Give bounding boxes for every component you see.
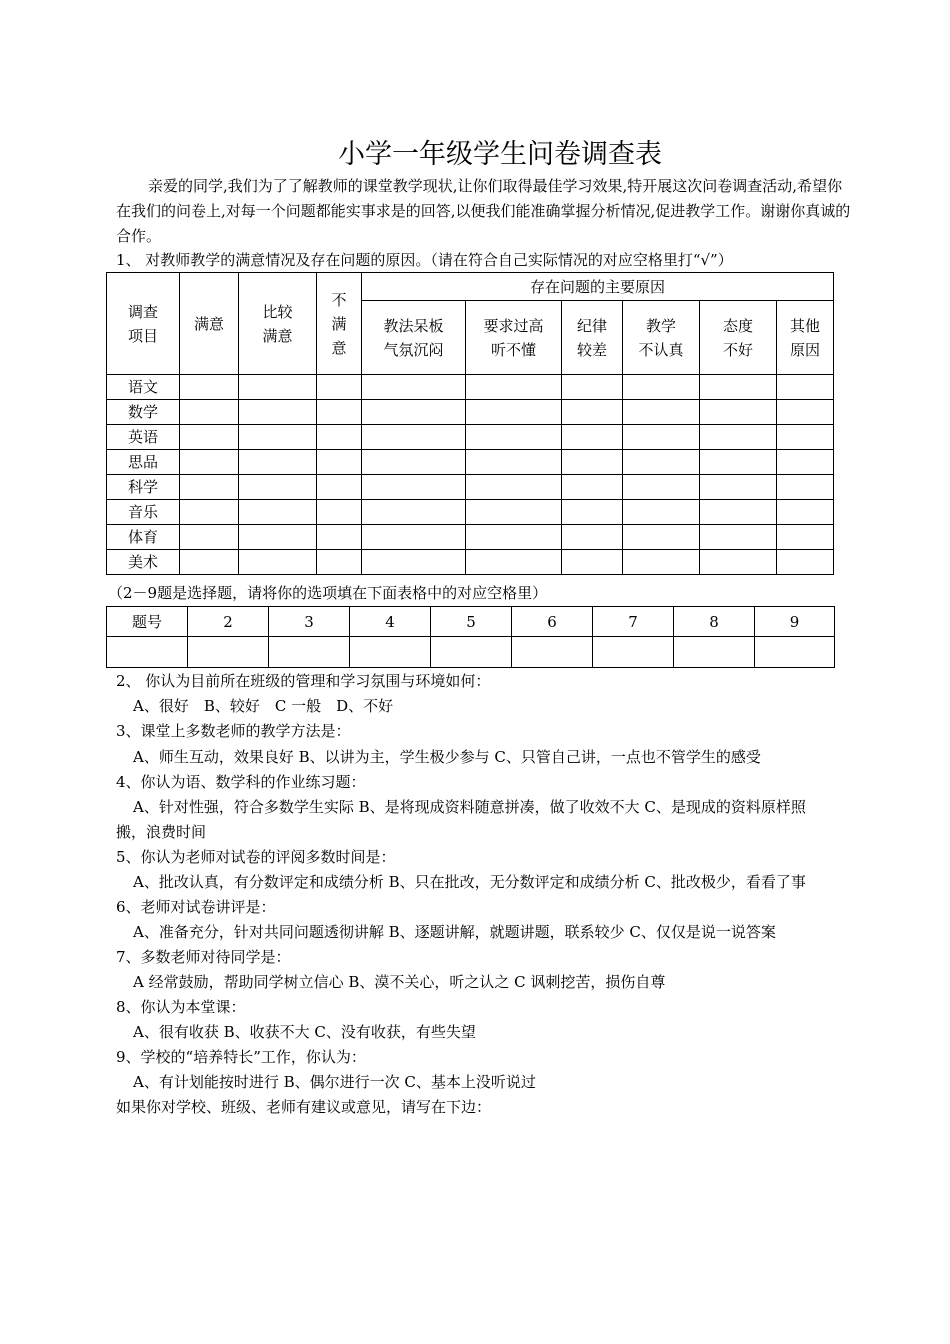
answer-input-row bbox=[107, 637, 835, 668]
check-cell[interactable] bbox=[466, 525, 562, 550]
check-cell[interactable] bbox=[700, 525, 777, 550]
answer-cell[interactable] bbox=[674, 637, 755, 668]
table-row bbox=[107, 525, 834, 550]
check-cell[interactable] bbox=[362, 450, 466, 475]
check-cell[interactable] bbox=[562, 500, 623, 525]
question-9-text: 9、学校的“培养特长”工作，你认为： bbox=[116, 1048, 366, 1066]
question-number: 4 bbox=[350, 607, 431, 637]
check-cell[interactable] bbox=[777, 550, 834, 575]
check-cell[interactable] bbox=[777, 475, 834, 500]
check-cell[interactable] bbox=[466, 375, 562, 400]
check-cell[interactable] bbox=[700, 400, 777, 425]
check-cell[interactable] bbox=[466, 425, 562, 450]
header-unsatisfied: 不 满 意 bbox=[317, 273, 362, 375]
check-cell[interactable] bbox=[562, 425, 623, 450]
check-cell[interactable] bbox=[180, 425, 239, 450]
check-cell[interactable] bbox=[180, 500, 239, 525]
question-4-options-line2: 搬，浪费时间 bbox=[116, 823, 207, 841]
subject-label: 音乐 bbox=[107, 500, 180, 525]
document-title: 小学一年级学生问卷调查表 bbox=[338, 139, 662, 170]
check-cell[interactable] bbox=[239, 375, 317, 400]
check-cell[interactable] bbox=[700, 425, 777, 450]
check-cell[interactable] bbox=[317, 500, 362, 525]
question-5-text: 5、你认为老师对试卷的评阅多数时间是： bbox=[116, 848, 396, 866]
question-3-options: A、师生互动，效果良好 B、以讲为主，学生极少参与 C、只管自己讲，一点也不管学生的感受 bbox=[133, 748, 761, 766]
header-reason-too-demanding: 要求过高 听不懂 bbox=[466, 301, 562, 375]
check-cell[interactable] bbox=[562, 450, 623, 475]
subject-label: 体育 bbox=[107, 525, 180, 550]
table-row bbox=[107, 475, 834, 500]
check-cell[interactable] bbox=[180, 550, 239, 575]
check-cell[interactable] bbox=[562, 375, 623, 400]
closing-prompt: 如果你对学校、班级、老师有建议或意见，请写在下边： bbox=[116, 1098, 492, 1116]
subject-label: 数学 bbox=[107, 400, 180, 425]
table-row bbox=[107, 375, 834, 400]
question-number: 2 bbox=[188, 607, 269, 637]
answer-cell[interactable] bbox=[512, 637, 593, 668]
check-cell[interactable] bbox=[562, 400, 623, 425]
header-reason-careless-teaching: 教学 不认真 bbox=[623, 301, 700, 375]
question-number: 8 bbox=[674, 607, 755, 637]
answer-cell[interactable] bbox=[269, 637, 350, 668]
satisfaction-table bbox=[106, 272, 834, 575]
check-cell[interactable] bbox=[180, 450, 239, 475]
answer-cell[interactable] bbox=[431, 637, 512, 668]
check-cell[interactable] bbox=[317, 550, 362, 575]
question-7-text: 7、多数老师对待同学是： bbox=[116, 948, 291, 966]
check-cell[interactable] bbox=[700, 500, 777, 525]
check-cell[interactable] bbox=[562, 475, 623, 500]
check-cell[interactable] bbox=[239, 550, 317, 575]
check-cell[interactable] bbox=[466, 400, 562, 425]
check-cell[interactable] bbox=[180, 525, 239, 550]
question-9-options: A、有计划能按时进行 B、偶尔进行一次 C、基本上没听说过 bbox=[133, 1073, 536, 1091]
header-reason-rigid-method: 教法呆板 气氛沉闷 bbox=[362, 301, 466, 375]
check-cell[interactable] bbox=[362, 400, 466, 425]
check-cell[interactable] bbox=[239, 400, 317, 425]
check-cell[interactable] bbox=[180, 475, 239, 500]
question-number: 6 bbox=[512, 607, 593, 637]
table-row bbox=[107, 450, 834, 475]
check-cell[interactable] bbox=[623, 500, 700, 525]
check-cell[interactable] bbox=[362, 550, 466, 575]
check-cell[interactable] bbox=[623, 475, 700, 500]
check-cell[interactable] bbox=[317, 375, 362, 400]
check-cell[interactable] bbox=[239, 425, 317, 450]
check-cell[interactable] bbox=[777, 375, 834, 400]
subject-label: 语文 bbox=[107, 375, 180, 400]
check-cell[interactable] bbox=[700, 550, 777, 575]
question-number: 5 bbox=[431, 607, 512, 637]
question-5-options: A、批改认真，有分数评定和成绩分析 B、只在批改，无分数评定和成绩分析 C、批改极少，看看了事 bbox=[133, 873, 806, 891]
check-cell[interactable] bbox=[562, 550, 623, 575]
question-2-text: 2、 你认为目前所在班级的管理和学习氛围与环境如何： bbox=[116, 672, 491, 690]
table-row bbox=[107, 500, 834, 525]
question-number: 7 bbox=[593, 607, 674, 637]
answer-cell[interactable] bbox=[188, 637, 269, 668]
check-cell[interactable] bbox=[466, 500, 562, 525]
question-7-options: A 经常鼓励，帮助同学树立信心 B、漠不关心，听之认之 C 讽刺挖苦，损伤自尊 bbox=[133, 973, 666, 991]
check-cell[interactable] bbox=[180, 375, 239, 400]
check-cell[interactable] bbox=[317, 475, 362, 500]
answer-cell[interactable] bbox=[593, 637, 674, 668]
question-6-options: A、准备充分，针对共同问题透彻讲解 B、逐题讲解，就题讲题，联系较少 C、仅仅是说一说答案 bbox=[133, 923, 776, 941]
check-cell[interactable] bbox=[700, 375, 777, 400]
check-cell[interactable] bbox=[317, 450, 362, 475]
question-number: 3 bbox=[269, 607, 350, 637]
check-cell[interactable] bbox=[317, 425, 362, 450]
check-cell[interactable] bbox=[623, 425, 700, 450]
check-cell[interactable] bbox=[362, 375, 466, 400]
check-cell[interactable] bbox=[362, 475, 466, 500]
subject-label: 美术 bbox=[107, 550, 180, 575]
intro-paragraph: 亲爱的同学,我们为了了解教师的课堂教学现状,让你们取得最佳学习效果,特开展这次问卷调查活动,希望你在我们的问卷上,对每一个问题都能实事求是的回答,以便我们能准确掌握分析情况,促进教学工作。谢谢你真诚的合作。 bbox=[116, 177, 851, 245]
check-cell[interactable] bbox=[777, 450, 834, 475]
header-satisfied: 满意 bbox=[180, 273, 239, 375]
header-survey-item: 调查 项目 bbox=[107, 273, 180, 375]
check-cell[interactable] bbox=[239, 450, 317, 475]
answer-label: 题号 bbox=[107, 607, 188, 637]
table-row bbox=[107, 400, 834, 425]
subject-label: 科学 bbox=[107, 475, 180, 500]
choice-note: （2－9题是选择题，请将你的选项填在下面表格中的对应空格里） bbox=[108, 584, 548, 602]
check-cell[interactable] bbox=[777, 425, 834, 450]
table-row bbox=[107, 550, 834, 575]
header-reason-bad-attitude: 态度 不好 bbox=[700, 301, 777, 375]
table-row bbox=[107, 425, 834, 450]
check-cell[interactable] bbox=[623, 550, 700, 575]
check-cell[interactable] bbox=[466, 450, 562, 475]
check-cell[interactable] bbox=[317, 525, 362, 550]
question-2-options: A、很好 B、较好 C 一般 D、不好 bbox=[133, 697, 394, 715]
check-cell[interactable] bbox=[362, 425, 466, 450]
question-4-options-line1: A、针对性强，符合多数学生实际 B、是将现成资料随意拼凑，做了收效不大 C、是现成的资料原样照 bbox=[133, 798, 806, 816]
subject-label: 英语 bbox=[107, 425, 180, 450]
header-fairly-satisfied: 比较 满意 bbox=[239, 273, 317, 375]
question-3-text: 3、课堂上多数老师的教学方法是： bbox=[116, 722, 351, 740]
check-cell[interactable] bbox=[466, 550, 562, 575]
header-reason-poor-discipline: 纪律 较差 bbox=[562, 301, 623, 375]
question-number: 9 bbox=[755, 607, 835, 637]
question-8-text: 8、你认为本堂课： bbox=[116, 998, 246, 1016]
question-6-text: 6、老师对试卷讲评是： bbox=[116, 898, 276, 916]
check-cell[interactable] bbox=[562, 525, 623, 550]
header-reasons-group: 存在问题的主要原因 bbox=[362, 273, 834, 301]
check-cell[interactable] bbox=[623, 525, 700, 550]
check-cell[interactable] bbox=[239, 475, 317, 500]
header-reason-other: 其他 原因 bbox=[777, 301, 834, 375]
check-cell[interactable] bbox=[777, 525, 834, 550]
check-cell[interactable] bbox=[777, 400, 834, 425]
answer-header-row bbox=[107, 607, 835, 637]
check-cell[interactable] bbox=[239, 525, 317, 550]
subject-label: 思品 bbox=[107, 450, 180, 475]
question-1-text: 1、 对教师教学的满意情况及存在问题的原因。（请在符合自己实际情况的对应空格里打“√”） bbox=[116, 251, 733, 269]
check-cell[interactable] bbox=[623, 375, 700, 400]
subject-rows bbox=[107, 375, 834, 575]
check-cell[interactable] bbox=[362, 525, 466, 550]
check-cell[interactable] bbox=[623, 400, 700, 425]
check-cell[interactable] bbox=[466, 475, 562, 500]
check-cell[interactable] bbox=[623, 450, 700, 475]
check-cell[interactable] bbox=[180, 400, 239, 425]
check-cell[interactable] bbox=[700, 450, 777, 475]
question-4-text: 4、你认为语、数学科的作业练习题： bbox=[116, 773, 366, 791]
answer-table bbox=[106, 606, 835, 668]
answer-cell[interactable] bbox=[350, 637, 431, 668]
answer-cell[interactable] bbox=[107, 637, 188, 668]
answer-cell[interactable] bbox=[755, 637, 835, 668]
check-cell[interactable] bbox=[700, 475, 777, 500]
check-cell[interactable] bbox=[777, 500, 834, 525]
check-cell[interactable] bbox=[239, 500, 317, 525]
check-cell[interactable] bbox=[317, 400, 362, 425]
check-cell[interactable] bbox=[362, 500, 466, 525]
question-8-options: A、很有收获 B、收获不大 C、没有收获，有些失望 bbox=[133, 1023, 476, 1041]
